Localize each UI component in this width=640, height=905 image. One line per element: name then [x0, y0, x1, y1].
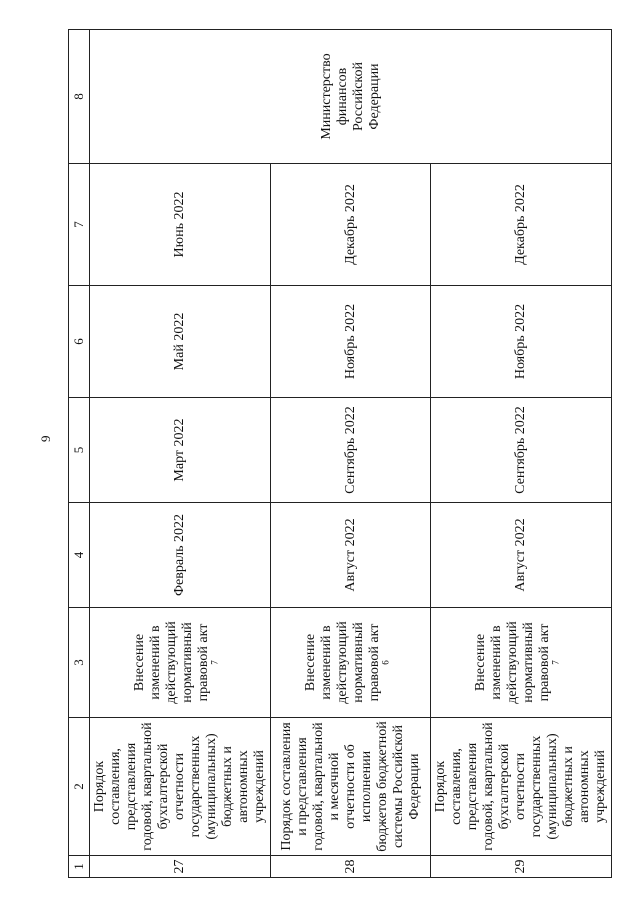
- row-number: 28: [271, 856, 431, 878]
- page-number: 9: [38, 435, 53, 442]
- header-cell-8: 8: [69, 30, 90, 164]
- header-cell-1: 1: [69, 856, 90, 878]
- date-col4: Февраль 2022: [90, 503, 271, 608]
- act-type-text: Внесение изменений в действующий нормативный правовой акт: [132, 621, 211, 704]
- header-cell-7: 7: [69, 164, 90, 286]
- document-name: Порядок составления, представления годовой, квартальной бухгалтерской отчетности государственных (муниципальных) бюджетных и автономных учреждений: [431, 718, 612, 856]
- act-type-text: Внесение изменений в действующий нормативный правовой акт: [302, 621, 382, 704]
- date-col5: Март 2022: [90, 398, 271, 503]
- footnote-mark: 6: [379, 660, 390, 665]
- header-cell-5: 5: [69, 398, 90, 503]
- header-cell-3: 3: [69, 608, 90, 718]
- date-col6: Май 2022: [90, 286, 271, 398]
- responsible-body: Министерство финансов Российской Федерации: [90, 30, 612, 164]
- plan-table: [68, 29, 612, 878]
- date-col5: Сентябрь 2022: [431, 398, 612, 503]
- footnote-mark: 7: [550, 660, 561, 665]
- date-col6: Ноябрь 2022: [271, 286, 431, 398]
- date-col7: Декабрь 2022: [271, 164, 431, 286]
- act-type: [431, 608, 612, 718]
- row-number: 27: [90, 856, 271, 878]
- date-col7: Июнь 2022: [90, 164, 271, 286]
- table-row: [90, 30, 271, 878]
- act-type: [90, 608, 271, 718]
- rotated-table-container: [68, 30, 608, 878]
- date-col4: Август 2022: [431, 503, 612, 608]
- header-cell-6: 6: [69, 286, 90, 398]
- date-col6: Ноябрь 2022: [431, 286, 612, 398]
- act-type: [271, 608, 431, 718]
- document-name: Порядок составления, представления годовой, квартальной бухгалтерской отчетности государственных (муниципальных) бюджетных и автономных учреждений: [90, 718, 271, 856]
- footnote-mark: 7: [209, 660, 220, 665]
- row-number: 29: [431, 856, 612, 878]
- date-col7: Декабрь 2022: [431, 164, 612, 286]
- date-col5: Сентябрь 2022: [271, 398, 431, 503]
- act-type-text: Внесение изменений в действующий нормативный правовой акт: [473, 621, 552, 704]
- header-row: [69, 30, 90, 878]
- date-col4: Август 2022: [271, 503, 431, 608]
- header-cell-2: 2: [69, 718, 90, 856]
- header-cell-4: 4: [69, 503, 90, 608]
- document-name: Порядок составления и представления годовой, квартальной и месячной отчетности об исполнении бюджетов бюджетной системы Российской Федерации: [271, 718, 431, 856]
